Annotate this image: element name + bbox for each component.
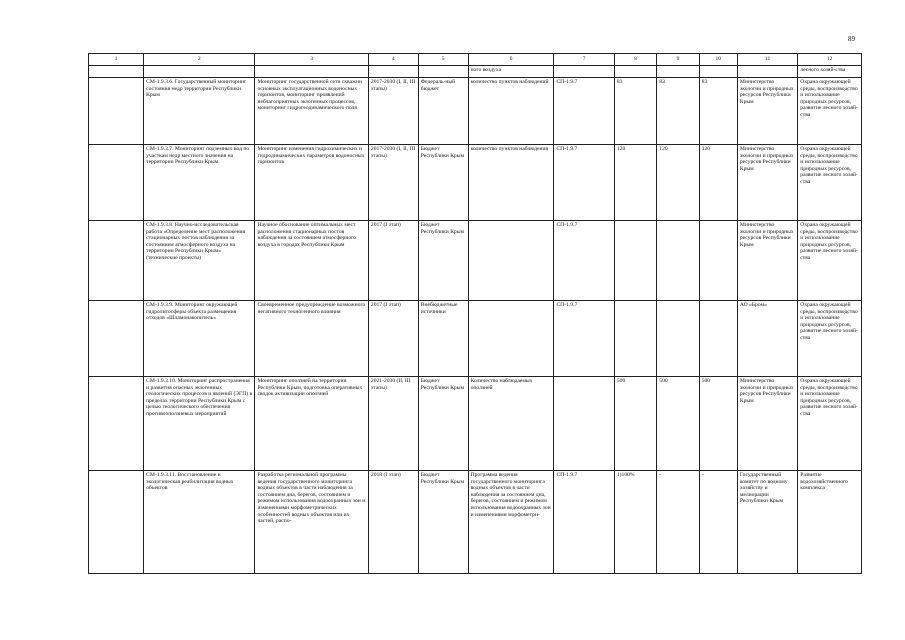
cell-period: 2017 (I этап) bbox=[368, 301, 418, 377]
cell-target: Охрана окружающей среды, воспроизводство и использование природных ресурсов, развитие лесного хозяй-ства bbox=[798, 145, 862, 221]
cell-content: Разработка региональной программы ведения государственного мониторинга водных объектов в части наблюдения за состоянием дна, берегов, состоянием и режимом использования водоохранных зон и изменениями морфометрических особенностей водных объектов или их частей, распо- bbox=[255, 471, 368, 574]
cell-value bbox=[699, 301, 737, 377]
column-number: 8 bbox=[614, 54, 656, 66]
cell-blank bbox=[89, 301, 144, 377]
column-number: 10 bbox=[699, 54, 737, 66]
cell-content: Мониторинг государственной сети скважин основных эксплуатационных водоносных горизонтов, мониторинг проявлений неблагоприятных экзогенных процессов, мониторинг гидрогеодинамического поля bbox=[255, 78, 368, 145]
column-number: 11 bbox=[737, 54, 797, 66]
cell-program: СП-1.9.7 bbox=[554, 221, 614, 301]
cell-period: 2021-2030 (II, III этапы) bbox=[368, 377, 418, 471]
table-row bbox=[89, 221, 862, 301]
table-row bbox=[89, 301, 862, 377]
cell-indicator bbox=[468, 221, 554, 301]
column-number: 6 bbox=[468, 54, 554, 66]
cell-period: 2017-2030 (I, II, III этапы) bbox=[368, 78, 418, 145]
cell-blank bbox=[89, 145, 144, 221]
cell-indicator: количество пунктов наблюдения bbox=[468, 145, 554, 221]
cell-program bbox=[554, 377, 614, 471]
cell-value: 120 bbox=[614, 145, 656, 221]
cell-value bbox=[657, 301, 699, 377]
cell-value: 500 bbox=[657, 377, 699, 471]
table-row bbox=[89, 78, 862, 145]
cell-value: 83 bbox=[614, 78, 656, 145]
cell-value: 500 bbox=[699, 377, 737, 471]
cell-blank bbox=[89, 377, 144, 471]
cell-period: 2017 (I этап) bbox=[368, 221, 418, 301]
cell-measure-name: СМ-1.9.3.6. Государственный мониторинг состояния недр территории Республики Крым bbox=[144, 78, 255, 145]
cell-target: лесного хозяй-ства bbox=[798, 66, 862, 78]
cell-period: 2017-2030 (I, II, III этапы) bbox=[368, 145, 418, 221]
cell-target: Охрана окружающей среды, воспроизводство и использование природных ресурсов, развитие лесного хозяй-ства bbox=[798, 78, 862, 145]
cell-program: СП-1.9.7 bbox=[554, 471, 614, 574]
cell-value: 83 bbox=[657, 78, 699, 145]
cell-source: Бюджет Республики Крым bbox=[418, 221, 468, 301]
cell-measure-name: СМ-1.9.3.11. Восстановление и экологическая реабилитация водных объектов bbox=[144, 471, 255, 574]
column-number: 2 bbox=[144, 54, 255, 66]
column-number: 7 bbox=[554, 54, 614, 66]
column-number: 4 bbox=[368, 54, 418, 66]
cell-content: Научное обоснование оптимальных мест расположения стационарных постов наблюдения за состоянием атмосферного воздуха в городах Республики Крым bbox=[255, 221, 368, 301]
cell-target: Охрана окружающей среды, воспроизводство и использование природных ресурсов, развитие лесного хозяй-ства bbox=[798, 221, 862, 301]
cell-blank bbox=[89, 471, 144, 574]
cell-program: СП-1.9.7 bbox=[554, 145, 614, 221]
continuation-row bbox=[89, 66, 862, 78]
cell-value bbox=[614, 301, 656, 377]
cell-value bbox=[699, 221, 737, 301]
column-number: 1 bbox=[89, 54, 144, 66]
cell-measure-name: СМ-1.9.3.7. Мониторинг подземных вод по участкам недр местного значения на территории Республики Крым bbox=[144, 145, 255, 221]
cell-value: 1)100% bbox=[614, 471, 656, 574]
cell-indicator: Количество наблюдаемых оползней bbox=[468, 377, 554, 471]
cell-content: Мониторинг изменения гидрохимических и гидродинамических параметров водоносных горизонтов bbox=[255, 145, 368, 221]
cell-target: Охрана окружающей среды, воспроизводство и использование природных ресурсов, развитие лесного хозяй-ства bbox=[798, 377, 862, 471]
cell-value: 500 bbox=[614, 377, 656, 471]
cell-source: Бюджет Республики Крым bbox=[418, 377, 468, 471]
cell-value: 120 bbox=[699, 145, 737, 221]
page-number: 89 bbox=[848, 35, 855, 43]
column-number-row bbox=[89, 54, 862, 66]
cell-source: Бюджет Республики Крым bbox=[418, 471, 468, 574]
cell-value: - bbox=[699, 471, 737, 574]
cell-indicator: Программа ведения государственного мониторинга водных объектов в части наблюдения за состоянием дна, берегов, состоянием и режимом использования водоохранных зон и изменениями морфометри- bbox=[468, 471, 554, 574]
cell-measure-name: СМ-1.9.3.10. Мониторинг распространения и развития опасных экзогенных геологических процессов и явлений (ЭГП) в пределах территории Республики Крым с целью геологического обеспечения противооползневых мероприятий bbox=[144, 377, 255, 471]
cell-source: Федераль-ный бюджет bbox=[418, 78, 468, 145]
cell-measure-name: СМ-1.9.3.8. Научно-исследовательская работа «Определение мест расположения стационарных постов наблюдения за состоянием атмосферного воздуха на территории Республики Крым» (технические проекты) bbox=[144, 221, 255, 301]
cell-value: 83 bbox=[699, 78, 737, 145]
column-number: 12 bbox=[798, 54, 862, 66]
column-number: 9 bbox=[657, 54, 699, 66]
column-number: 5 bbox=[418, 54, 468, 66]
cell-value: 120 bbox=[657, 145, 699, 221]
cell-blank bbox=[89, 78, 144, 145]
cell-executor: Министерство экологии и природных ресурсов Республики Крым bbox=[737, 221, 797, 301]
table-row bbox=[89, 471, 862, 574]
cell-indicator: количество пунктов наблюдений bbox=[468, 78, 554, 145]
table-row bbox=[89, 377, 862, 471]
cell-content: Мониторинг оползней на территории Республики Крым, подготовка оперативных сводок активизации оползней bbox=[255, 377, 368, 471]
cell-program: СП-1.9.7 bbox=[554, 301, 614, 377]
cell-indicator: ного воздуха bbox=[468, 66, 554, 78]
measures-table bbox=[88, 53, 862, 574]
cell-source: Внебюджетные источники bbox=[418, 301, 468, 377]
cell-value bbox=[614, 221, 656, 301]
table-row bbox=[89, 145, 862, 221]
cell-executor: Государственный комитет по водному хозяйству и мелиорации Республики Крым bbox=[737, 471, 797, 574]
cell-indicator bbox=[468, 301, 554, 377]
cell-target: Охрана окружающей среды, воспроизводство и использование природных ресурсов, развитие лесного хозяй-ства bbox=[798, 301, 862, 377]
cell-measure-name: СМ-1.9.3.9. Мониторинг окружающей гидролитосферы объекта размещения отходов «Шламонакопитель» bbox=[144, 301, 255, 377]
cell-target: Развитие водохозяйственного комплекса bbox=[798, 471, 862, 574]
cell-period: 2018 (I этап) bbox=[368, 471, 418, 574]
cell-program: СП-1.9.7 bbox=[554, 78, 614, 145]
column-number: 3 bbox=[255, 54, 368, 66]
cell-value: - bbox=[657, 471, 699, 574]
cell-blank bbox=[89, 221, 144, 301]
cell-value bbox=[657, 221, 699, 301]
cell-content: Своевременное предупреждение возможного негативного техногенного влияния bbox=[255, 301, 368, 377]
cell-executor: АО «Бром» bbox=[737, 301, 797, 377]
cell-source: Бюджет Республики Крым bbox=[418, 145, 468, 221]
cell-executor: Министерство экологии и природных ресурсов Республики Крым bbox=[737, 78, 797, 145]
cell-executor: Министерство экологии и природных ресурсов Республики Крым bbox=[737, 377, 797, 471]
cell-executor: Министерство экологии и природных ресурсов Республики Крым bbox=[737, 145, 797, 221]
